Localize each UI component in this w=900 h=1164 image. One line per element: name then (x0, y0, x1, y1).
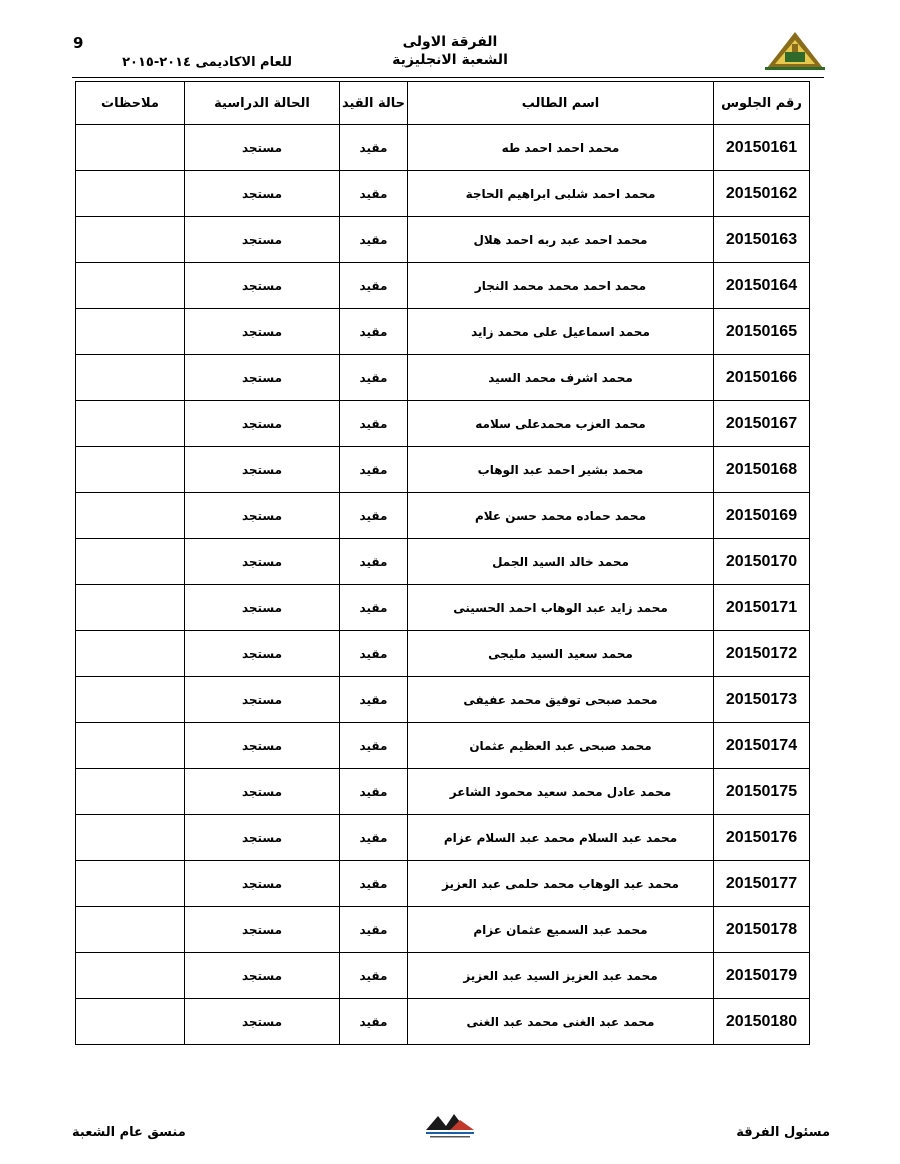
seat-number: 20150169 (714, 493, 810, 539)
student-name: محمد عادل محمد سعيد محمود الشاعر (408, 769, 714, 815)
level-title: الفرقة الاولى (402, 34, 498, 50)
study-status: مستجد (185, 631, 340, 677)
student-name: محمد عبد الوهاب محمد حلمى عبد العزيز (408, 861, 714, 907)
enrollment-status: مقيد (340, 125, 408, 171)
student-name: محمد اشرف محمد السيد (408, 355, 714, 401)
study-status: مستجد (185, 861, 340, 907)
seat-number: 20150167 (714, 401, 810, 447)
student-name: محمد عبد العزيز السيد عبد العزيز (408, 953, 714, 999)
seat-number: 20150161 (714, 125, 810, 171)
notes-cell (76, 631, 185, 677)
table-row (76, 217, 810, 263)
notes-cell (76, 999, 185, 1045)
enrollment-status: مقيد (340, 217, 408, 263)
notes-cell (76, 769, 185, 815)
table-row (76, 769, 810, 815)
student-name: محمد احمد احمد طه (408, 125, 714, 171)
notes-cell (76, 677, 185, 723)
study-status: مستجد (185, 125, 340, 171)
study-status: مستجد (185, 677, 340, 723)
student-name: محمد اسماعيل على محمد زايد (408, 309, 714, 355)
table-row (76, 263, 810, 309)
division-title: الشعبة الانجليزية (392, 52, 508, 68)
seat-number: 20150165 (714, 309, 810, 355)
students-table (75, 81, 810, 1045)
study-status: مستجد (185, 493, 340, 539)
page-number: 9 (73, 34, 84, 52)
enrollment-status: مقيد (340, 953, 408, 999)
study-status: مستجد (185, 815, 340, 861)
student-name: محمد صبحى عبد العظيم عثمان (408, 723, 714, 769)
enrollment-status: مقيد (340, 907, 408, 953)
student-name: محمد احمد محمد محمد النجار (408, 263, 714, 309)
enrollment-status: مقيد (340, 631, 408, 677)
notes-cell (76, 815, 185, 861)
student-name: محمد سعيد السيد مليجى (408, 631, 714, 677)
notes-cell (76, 217, 185, 263)
enrollment-status: مقيد (340, 493, 408, 539)
notes-cell (76, 355, 185, 401)
seat-number: 20150162 (714, 171, 810, 217)
notes-cell (76, 401, 185, 447)
seat-number: 20150163 (714, 217, 810, 263)
enrollment-status: مقيد (340, 861, 408, 907)
col-header-name: اسم الطالب (408, 82, 714, 125)
seat-number: 20150179 (714, 953, 810, 999)
student-name: محمد احمد عبد ربه احمد هلال (408, 217, 714, 263)
seat-number: 20150171 (714, 585, 810, 631)
enrollment-status: مقيد (340, 263, 408, 309)
student-name: محمد حماده محمد حسن علام (408, 493, 714, 539)
class-officer-signature: مسئول الفرقة (736, 1125, 830, 1140)
table-row (76, 309, 810, 355)
notes-cell (76, 125, 185, 171)
university-logo-icon (765, 30, 825, 72)
table-row (76, 401, 810, 447)
student-name: محمد عبد الغنى محمد عبد الغنى (408, 999, 714, 1045)
seat-number: 20150168 (714, 447, 810, 493)
notes-cell (76, 263, 185, 309)
study-status: مستجد (185, 309, 340, 355)
table-header-row (76, 82, 810, 125)
study-status: مستجد (185, 355, 340, 401)
seat-number: 20150166 (714, 355, 810, 401)
study-status: مستجد (185, 171, 340, 217)
enrollment-status: مقيد (340, 677, 408, 723)
notes-cell (76, 171, 185, 217)
table-row (76, 723, 810, 769)
table-row (76, 999, 810, 1045)
notes-cell (76, 907, 185, 953)
col-header-seat: رقم الجلوس (714, 82, 810, 125)
table-row (76, 677, 810, 723)
study-status: مستجد (185, 585, 340, 631)
mountain-logo-icon (420, 1108, 480, 1140)
table-row (76, 907, 810, 953)
notes-cell (76, 953, 185, 999)
seat-number: 20150176 (714, 815, 810, 861)
enrollment-status: مقيد (340, 309, 408, 355)
enrollment-status: مقيد (340, 401, 408, 447)
seat-number: 20150178 (714, 907, 810, 953)
study-status: مستجد (185, 217, 340, 263)
seat-number: 20150180 (714, 999, 810, 1045)
table-row (76, 539, 810, 585)
seat-number: 20150170 (714, 539, 810, 585)
student-name: محمد عبد السلام محمد عبد السلام عزام (408, 815, 714, 861)
study-status: مستجد (185, 907, 340, 953)
notes-cell (76, 539, 185, 585)
table-row (76, 125, 810, 171)
study-status: مستجد (185, 953, 340, 999)
enrollment-status: مقيد (340, 769, 408, 815)
table-row (76, 355, 810, 401)
enrollment-status: مقيد (340, 723, 408, 769)
enrollment-status: مقيد (340, 447, 408, 493)
enrollment-status: مقيد (340, 539, 408, 585)
table-row (76, 585, 810, 631)
student-name: محمد عبد السميع عثمان عزام (408, 907, 714, 953)
study-status: مستجد (185, 447, 340, 493)
notes-cell (76, 861, 185, 907)
study-status: مستجد (185, 769, 340, 815)
student-name: محمد العزب محمدعلى سلامه (408, 401, 714, 447)
table-row (76, 171, 810, 217)
student-name: محمد احمد شلبى ابراهيم الحاجة (408, 171, 714, 217)
table-row (76, 631, 810, 677)
enrollment-status: مقيد (340, 999, 408, 1045)
notes-cell (76, 585, 185, 631)
seat-number: 20150173 (714, 677, 810, 723)
notes-cell (76, 723, 185, 769)
academic-year: للعام الاكاديمى ٢٠١٤-٢٠١٥ (122, 55, 292, 70)
seat-number: 20150174 (714, 723, 810, 769)
col-header-enrollment: حالة القيد (340, 82, 408, 125)
study-status: مستجد (185, 263, 340, 309)
study-status: مستجد (185, 723, 340, 769)
table-row (76, 815, 810, 861)
enrollment-status: مقيد (340, 585, 408, 631)
enrollment-status: مقيد (340, 171, 408, 217)
seat-number: 20150177 (714, 861, 810, 907)
student-name: محمد بشير احمد عبد الوهاب (408, 447, 714, 493)
study-status: مستجد (185, 999, 340, 1045)
table-row (76, 447, 810, 493)
study-status: مستجد (185, 539, 340, 585)
seat-number: 20150164 (714, 263, 810, 309)
table-row (76, 493, 810, 539)
notes-cell (76, 493, 185, 539)
col-header-notes: ملاحظات (76, 82, 185, 125)
col-header-study-status: الحالة الدراسية (185, 82, 340, 125)
seat-number: 20150172 (714, 631, 810, 677)
student-name: محمد صبحى توفيق محمد عفيفى (408, 677, 714, 723)
notes-cell (76, 309, 185, 355)
student-name: محمد خالد السيد الجمل (408, 539, 714, 585)
table-row (76, 861, 810, 907)
header-rule (72, 77, 824, 78)
seat-number: 20150175 (714, 769, 810, 815)
division-coordinator-signature: منسق عام الشعبة (72, 1125, 186, 1140)
notes-cell (76, 447, 185, 493)
table-row (76, 953, 810, 999)
student-name: محمد زايد عبد الوهاب احمد الحسينى (408, 585, 714, 631)
study-status: مستجد (185, 401, 340, 447)
enrollment-status: مقيد (340, 355, 408, 401)
enrollment-status: مقيد (340, 815, 408, 861)
